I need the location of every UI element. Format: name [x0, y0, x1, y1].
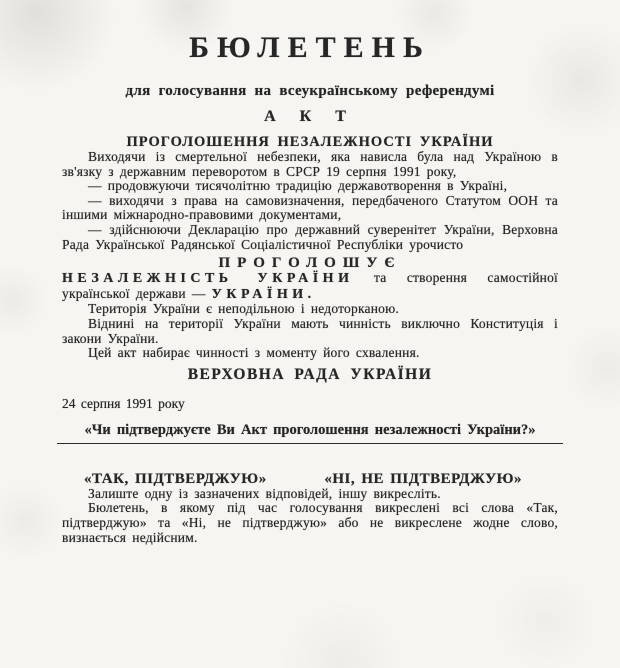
proclaims-heading: ПРОГОЛОШУЄ: [218, 255, 402, 272]
act-clause-3: — здійснюючи Декларацію про державний суверенітет України, Верховна Рада Української Радянської Соціалістичної Республіки урочисто: [62, 221, 558, 252]
act-heading: А К Т: [264, 108, 356, 125]
proclamation-paragraph: [62, 271, 558, 302]
signature-verkhovna-rada: ВЕРХОВНА РАДА УКРАЇНИ: [187, 365, 433, 383]
act-clause-2: — виходячи з права на самовизначення, передбаченого Статутом ООН та іншими міжнародно-правовими документами,: [62, 192, 558, 223]
proclamation-tail: УКРАЇНИ.: [211, 286, 316, 302]
instruction-invalid-rule: Бюлетень, в якому під час голосування викреслені всі слова «Так, підтверджую» та «Ні, не підтверджую» або не викреслене жодне слово, визнається недійсним.: [62, 500, 558, 545]
proclamation-middle: та створення самостійної української держави —: [62, 270, 559, 301]
act-preamble: Виходячи із смертельної небезпеки, яка нависла була над Україною в зв'язку з державним переворотом в СРСР 19 серпня 1991 року,: [62, 149, 558, 179]
answer-options: [84, 471, 522, 487]
document-subtitle: для голосування на всеукраїнському референдумі: [125, 83, 495, 99]
act-territory-line: Територія України є неподільною і недоторканою.: [88, 301, 399, 317]
act-subheading: ПРОГОЛОШЕННЯ НЕЗАЛЕЖНОСТІ УКРАЇНИ: [126, 134, 494, 150]
act-date: 24 серпня 1991 року: [62, 395, 185, 411]
answer-yes: «ТАК, ПІДТВЕРДЖУЮ»: [84, 470, 267, 487]
referendum-question: «Чи підтверджуєте Ви Акт проголошення незалежності України?»: [57, 423, 563, 444]
act-clause-1: — продовжуючи тисячолітню традицію державотворення в Україні,: [88, 178, 508, 194]
instruction-keep-one: Залиште одну із зазначених відповідей, іншу викресліть.: [88, 485, 441, 501]
answer-no: «НІ, НЕ ПІДТВЕРДЖУЮ»: [324, 470, 522, 487]
act-effective-line: Цей акт набирає чинності з моменту його схвалення.: [88, 345, 420, 361]
document-title: БЮЛЕТЕНЬ: [189, 31, 431, 64]
act-law-line: Віднині на території України мають чинність виключно Конституція і закони України.: [62, 315, 558, 346]
proclamation-lead: НЕЗАЛЕЖНІСТЬ УКРАЇНИ: [62, 271, 354, 287]
